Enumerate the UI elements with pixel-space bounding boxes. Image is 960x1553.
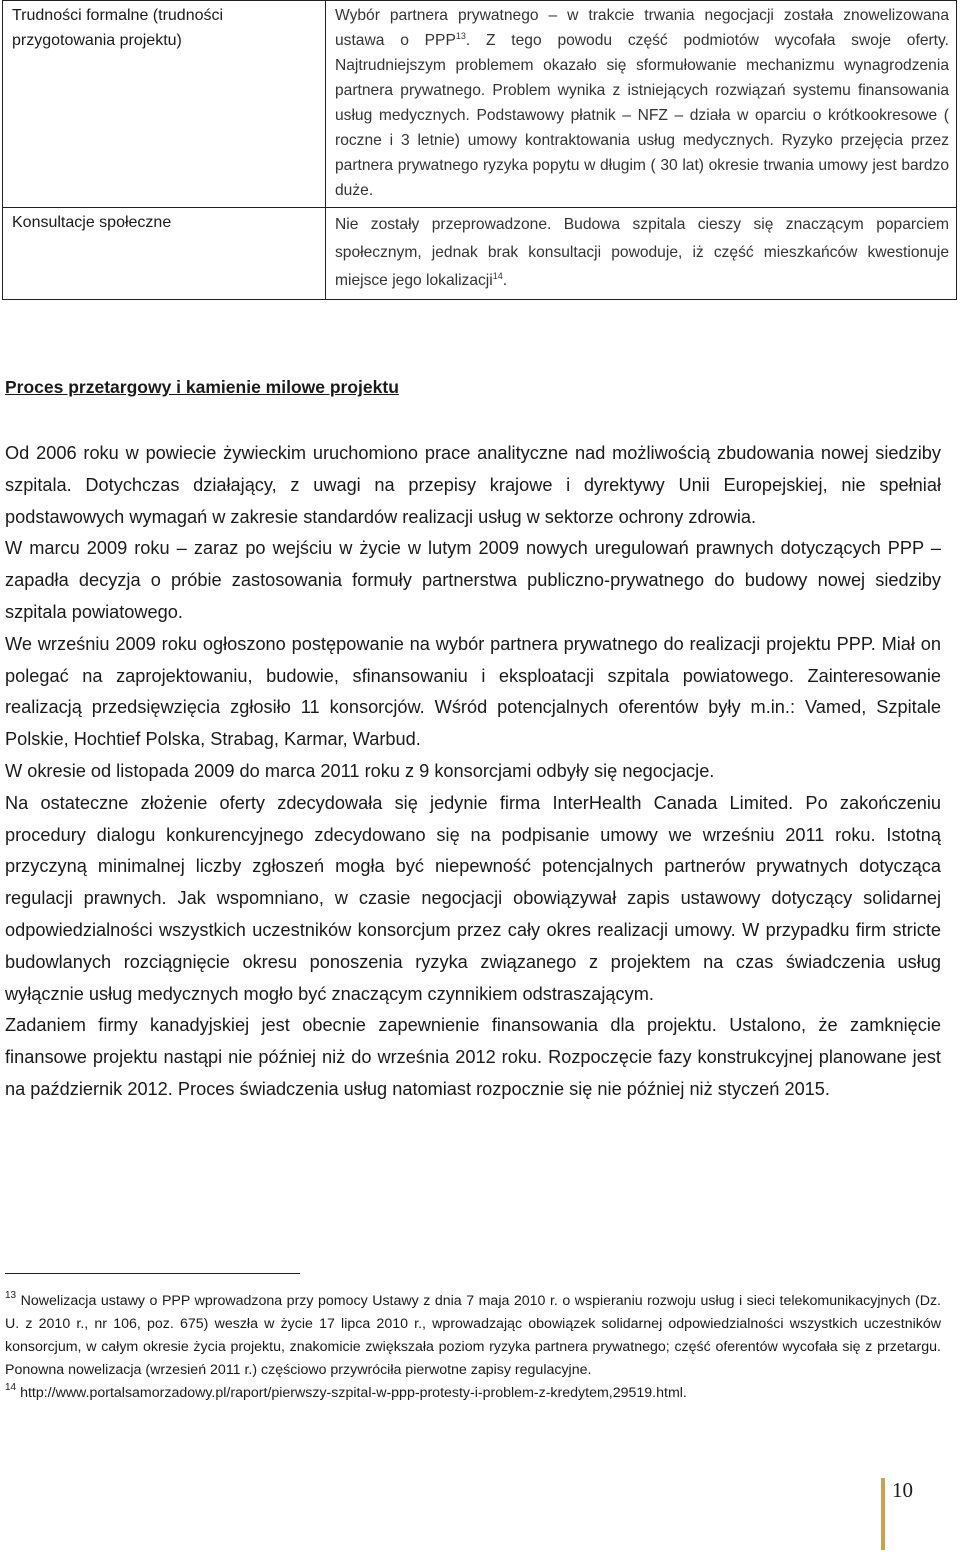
footnote-text: Nowelizacja ustawy o PPP wprowadzona przy pomocy Ustawy z dnia 7 maja 2010 r. o wspieraniu rozwoju usług i sieci telekomunikacyjnych (Dz. U. z 2010 r., nr 106, poz. 675) weszła w życie 17 lipca 2010 r., wprowadzając obowiązek solidarnej odpowiedzialności wszystkich uczestników konsorcjum, w całym okresie życia projektu, znakomicie zwiększała poziom ryzyka partnera prywatnego; część oferentów wycofała się z przetargu. Ponowna nowelizacja (wrzesień 2011 r.) częściowo przywróciła pierwotne zapisy regulacyjne. — [5, 1293, 941, 1378]
description-text: Nie zostały przeprowadzone. Budowa szpitala cieszy się znaczącym poparciem społecznym, jednak brak konsultacji powoduje, iż część mieszkańców kwestionuje miejsce jego lokalizacji — [335, 216, 949, 289]
table-row-label: Trudności formalne (trudności przygotowania projektu) — [3, 1, 326, 208]
paragraph: We wrześniu 2009 roku ogłoszono postępowanie na wybór partnera prywatnego do realizacji projektu PPP. Miał on polegać na zaprojektowaniu, budowie, sfinansowaniu i eksploatacji szpitala powiatowego. Zainteresowanie realizacją przedsięwzięcia zgłosiło 11 konsorcjów. Wśród potencjalnych oferentów były m.in.: Vamed, Szpitale Polskie, Hochtief Polska, Strabag, Karmar, Warbud. — [5, 633, 941, 750]
description-text: . Z tego powodu część podmiotów wycofała swoje oferty. Najtrudniejszym problemem okazało się sformułowanie mechanizmu wynagrodzenia partnera prywatnego. Problem wynika z istniejących rozwiązań systemu finansowania usług medycznych. Podstawowy płatnik – NFZ – działa w oparciu o krótkookresowe ( roczne i 3 letnie) umowy kontraktowania usług medycznych. Ryzyko przejęcia przez partnera prywatnego ryzyka popytu w długim ( 30 lat) okresie trwania umowy jest bardzo duże. — [335, 32, 949, 199]
footnote-ref[interactable]: 14 — [492, 271, 503, 281]
footnotes — [5, 1290, 941, 1405]
table-row — [3, 1, 957, 208]
table-row-description — [326, 208, 957, 300]
footnote-number: 14 — [5, 1382, 17, 1393]
paragraph: Zadaniem firmy kanadyjskiej jest obecnie zapewnienie finansowania dla projektu. Ustalono, że zamknięcie finansowe projektu nastąpi nie później niż do września 2012 roku. Rozpoczęcie fazy konstrukcyjnej planowane jest na październik 2012. Proces świadczenia usług natomiast rozpocznie się nie później niż styczeń 2015. — [5, 1015, 941, 1099]
footnote-separator — [5, 1273, 300, 1274]
page-number-bar — [881, 1478, 885, 1550]
footnote — [5, 1290, 941, 1382]
table-row — [3, 208, 957, 300]
table-row-label: Konsultacje społeczne — [3, 208, 326, 300]
paragraph: Od 2006 roku w powiecie żywieckim uruchomiono prace analityczne nad możliwością zbudowania nowej siedziby szpitala. Dotychczas działający, z uwagi na przepisy krajowe i dyrektywy Unii Europejskiej, nie spełniał podstawowych wymagań w zakresie standardów realizacji usług w sektorze ochrony zdrowia. — [5, 443, 941, 527]
body-text — [5, 438, 941, 1106]
page-number: 10 — [892, 1478, 913, 1502]
footnote-ref[interactable]: 13 — [455, 31, 466, 41]
footnote-link[interactable]: http://www.portalsamorzadowy.pl/raport/pierwszy-szpital-w-ppp-protesty-i-problem-z-kredytem,29519.html. — [20, 1385, 687, 1401]
description-text: Wybór partnera prywatnego – w trakcie trwania negocjacji została znowelizowana ustawa o PPP — [335, 7, 949, 49]
criteria-table — [2, 0, 957, 300]
paragraph: W okresie od listopada 2009 do marca 2011 roku z 9 konsorcjami odbyły się negocjacje. — [5, 760, 715, 781]
section-title: Proces przetargowy i kamienie milowe projektu — [5, 377, 399, 397]
description-text: . — [502, 272, 508, 289]
table-row-description — [326, 1, 957, 208]
footnote — [5, 1382, 941, 1405]
paragraph: W marcu 2009 roku – zaraz po wejściu w życie w lutym 2009 nowych uregulowań prawnych dotyczących PPP – zapadła decyzja o próbie zastosowania formuły partnerstwa publiczno-prywatnego do budowy nowej siedziby szpitala powiatowego. — [5, 538, 941, 622]
paragraph: Na ostateczne złożenie oferty zdecydowała się jedynie firma InterHealth Canada Limited. Po zakończeniu procedury dialogu konkurencyjnego zdecydowano się na podpisanie umowy we wrześniu 2011 roku. Istotną przyczyną minimalnej liczby zgłoszeń mogła być niepewność potencjalnych partnerów prywatnych dotycząca regulacji prawnych. Jak wspomniano, w czasie negocjacji obowiązywał zapis ustawowy dotyczący solidarnej odpowiedzialności wszystkich uczestników konsorcjum przez cały okres realizacji umowy. W przypadku firm stricte budowlanych rozciągnięcie okresu ponoszenia ryzyka związanego z projektem na czas świadczenia usług wyłącznie usług medycznych mogło być znaczącym czynnikiem odstraszającym. — [5, 792, 941, 1004]
footnote-number: 13 — [5, 1290, 17, 1301]
